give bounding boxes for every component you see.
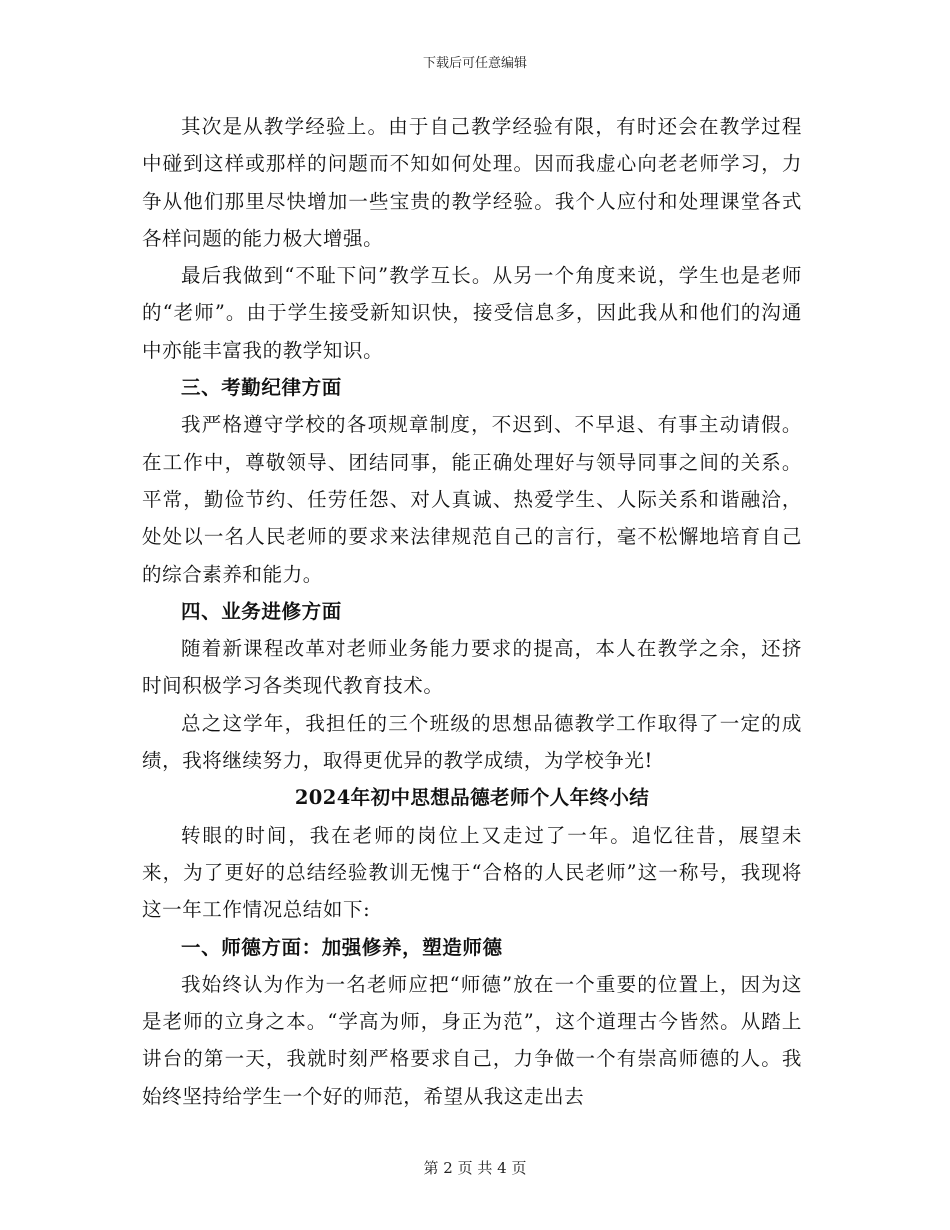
section-heading-attendance: 三、考勤纪律方面 bbox=[181, 376, 342, 400]
paragraph-ethics: 我始终认为作为一名老师应把“师德”放在一个重要的位置上，因为这是老师的立身之本。“学高为师，身正为范”，这个道理古今皆然。从踏上讲台的第一天，我就时刻严格要求自己，力争做一个有崇高师德的人。我始终坚持给学生一个好的师范，希望从我这走出去 bbox=[142, 972, 802, 1108]
download-note: 下载后可任意编辑 bbox=[422, 56, 527, 71]
paragraph-teaching-experience: 其次是从教学经验上。由于自己教学经验有限，有时还会在教学过程中碰到这样或那样的问题而不知如何处理。因而我虚心向老老师学习，力争从他们那里尽快增加一些宝贵的教学经验。我个人应付和处理课堂各式各样问题的能力极大增强。 bbox=[142, 115, 802, 250]
document-body bbox=[142, 108, 802, 1115]
paragraph-attendance: 我严格遵守学校的各项规章制度，不迟到、不早退、有事主动请假。在工作中，尊敬领导、团结同事，能正确处理好与领导同事之间的关系。平常，勤俭节约、任劳任怨、对人真诚、热爱学生、人际关系和谐融洽，处处以一名人民老师的要求来法律规范自己的言行，毫不松懈地培育自己的综合素养和能力。 bbox=[142, 413, 802, 586]
paragraph-professional-study: 随着新课程改革对老师业务能力要求的提高，本人在教学之余，还挤时间积极学习各类现代教育技术。 bbox=[142, 637, 802, 698]
page-number: 第 2 页 共 4 页 bbox=[423, 1159, 527, 1177]
paragraph-conclusion: 总之这学年，我担任的三个班级的思想品德教学工作取得了一定的成绩，我将继续努力，取得更优异的教学成绩，为学校争光! bbox=[142, 711, 802, 773]
section-heading-professional-study: 四、业务进修方面 bbox=[181, 599, 342, 623]
section-heading-ethics: 一、师德方面：加强修养，塑造师德 bbox=[181, 935, 503, 959]
paragraph-intro: 转眼的时间，我在老师的岗位上又走过了一年。追忆往昔，展望未来，为了更好的总结经验教训无愧于“合格的人民老师”这一称号，我现将这一年工作情况总结如下: bbox=[142, 823, 802, 922]
document-title: 2024年初中思想品德老师个人年终小结 bbox=[294, 786, 650, 810]
paragraph-learn-from-students: 最后我做到“不耻下问”教学互长。从另一个角度来说，学生也是老师的“老师”。由于学生接受新知识快，接受信息多，因此我从和他们的沟通中亦能丰富我的教学知识。 bbox=[142, 264, 802, 362]
